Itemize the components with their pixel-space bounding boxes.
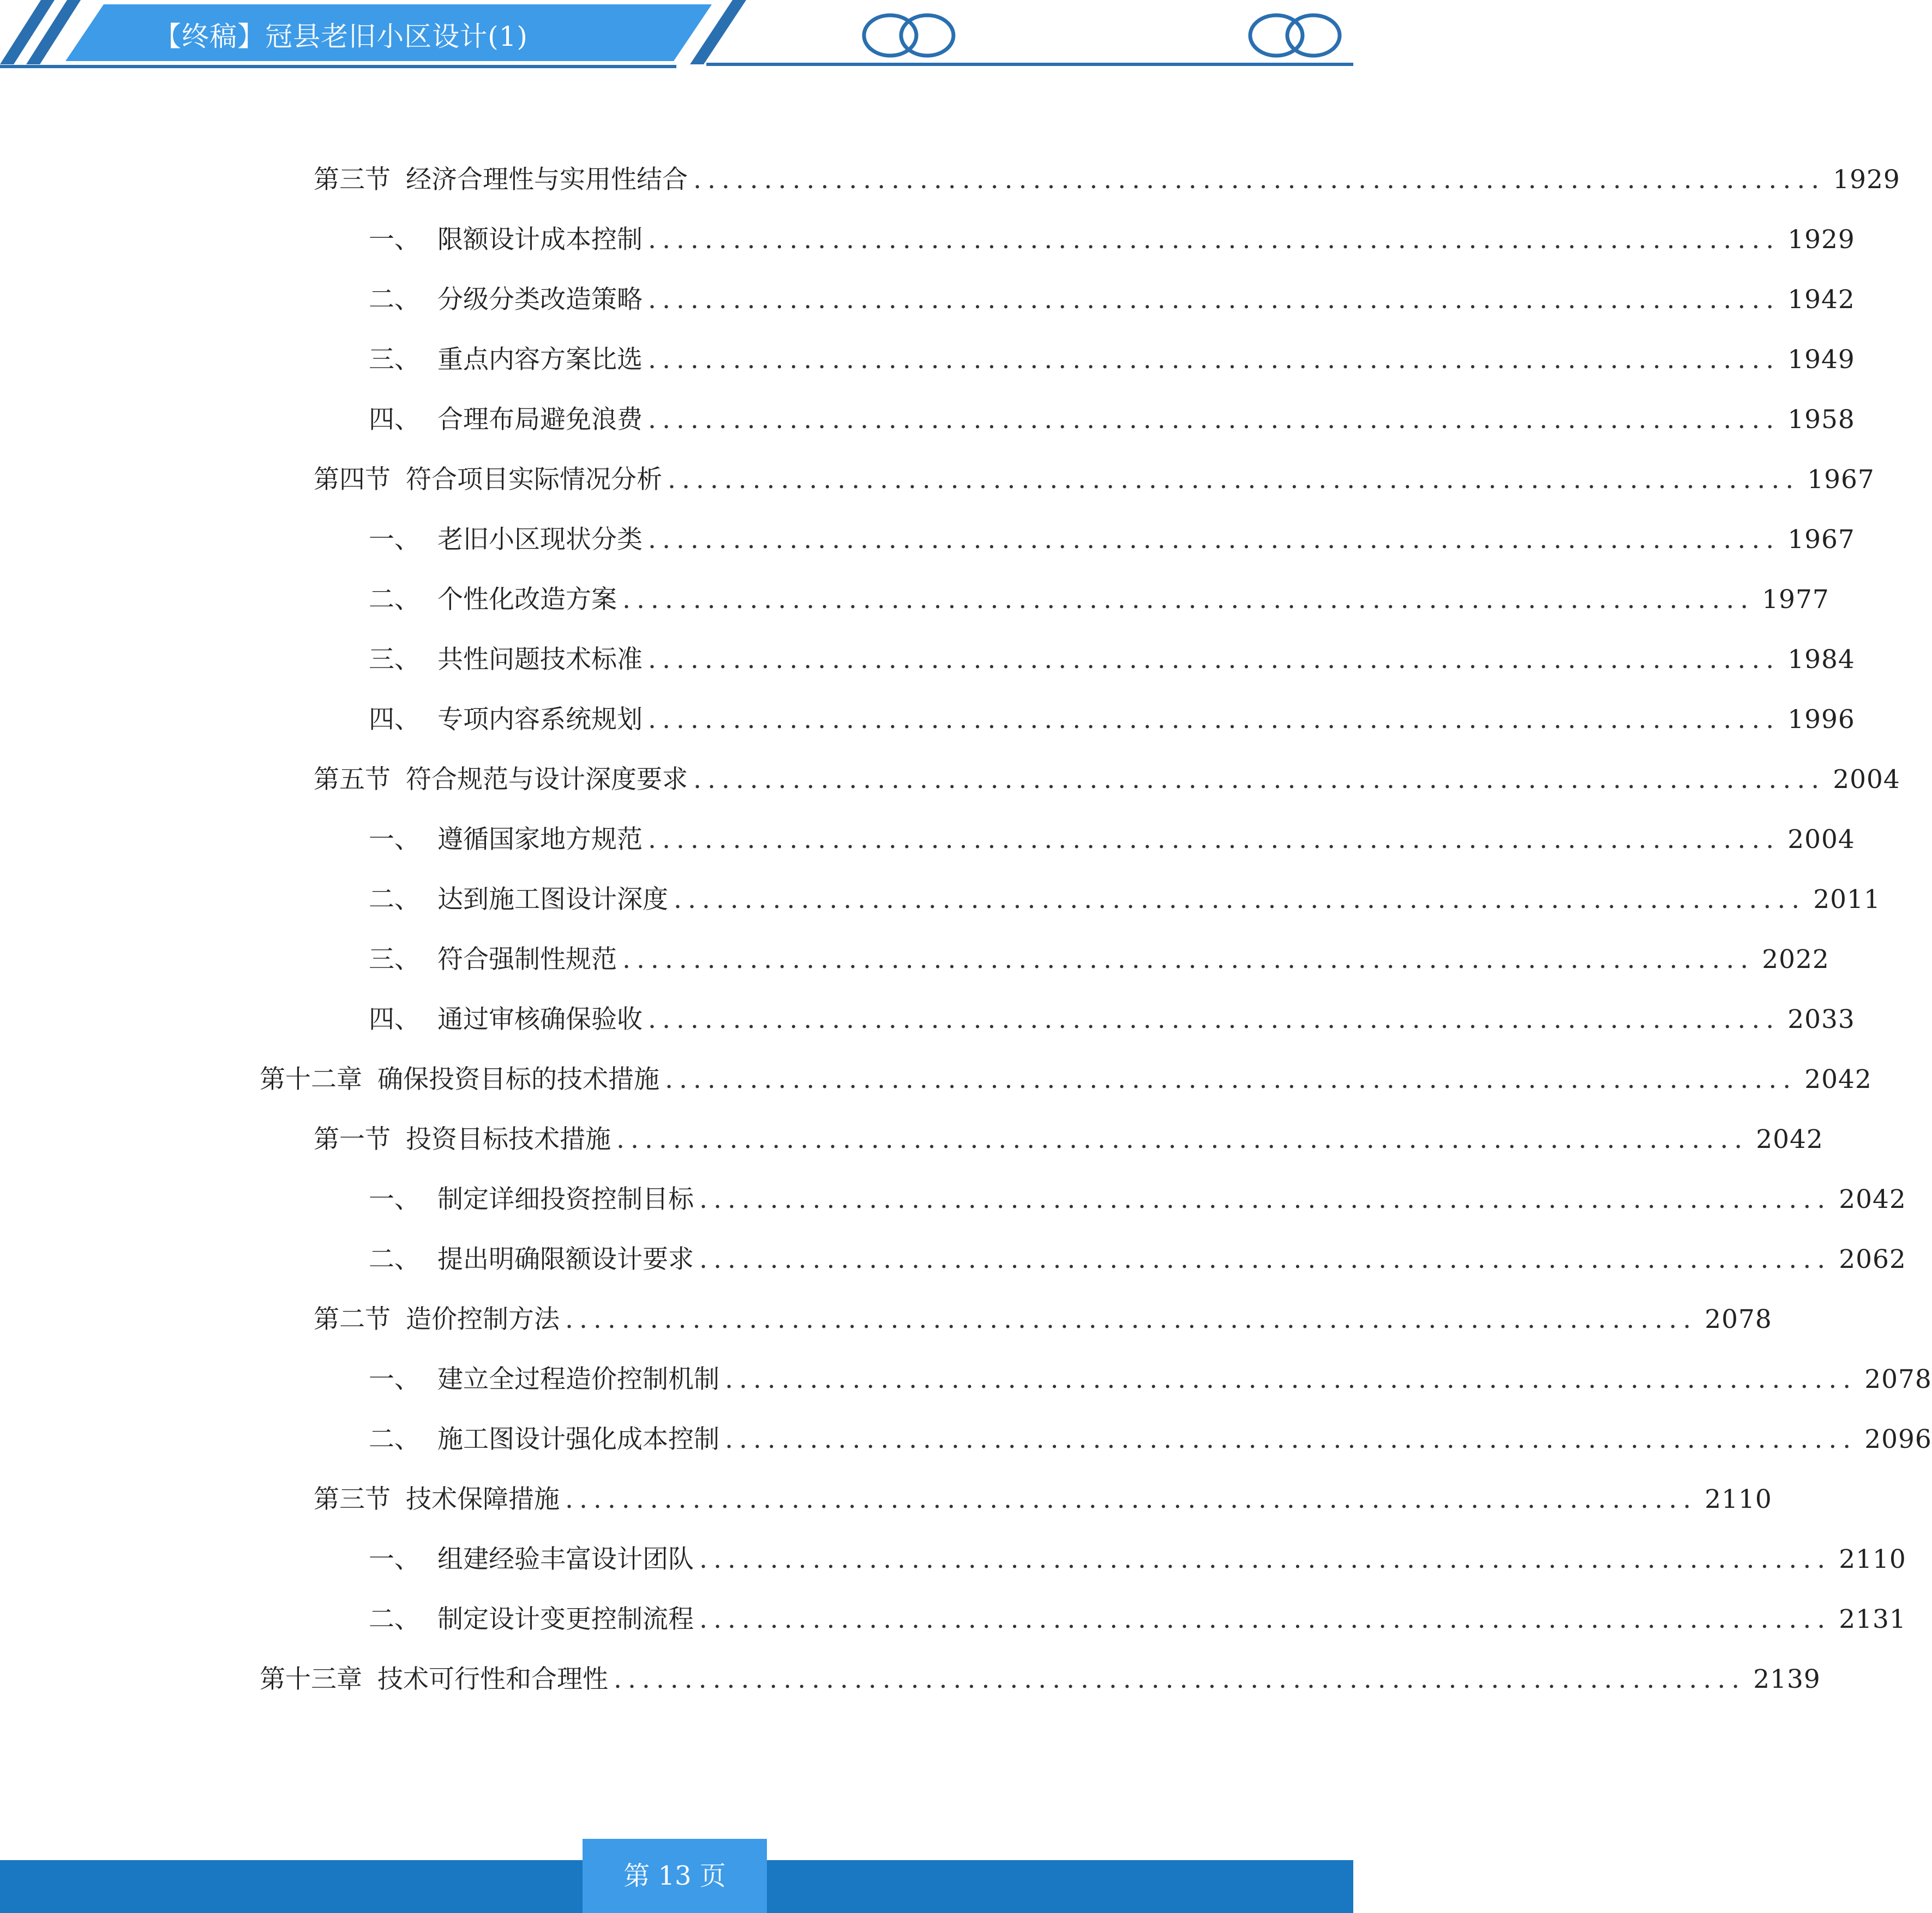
toc-entry-title: 分级分类改造策略	[437, 285, 643, 315]
toc-entry-page: 2004	[1833, 765, 1900, 795]
page-footer	[0, 1839, 1353, 1913]
toc-entry[interactable]	[369, 881, 1881, 919]
toc-entry-number: 四、	[369, 405, 420, 435]
dot-leader: ................................................................................	[674, 885, 1806, 915]
toc-entry[interactable]	[369, 401, 1855, 439]
toc-entry-title: 符合项目实际情况分析	[406, 465, 662, 495]
toc-entry[interactable]	[369, 1421, 1932, 1459]
page-number: 第 13 页	[623, 1861, 726, 1891]
toc-entry-number: 二、	[369, 1424, 420, 1454]
toc-entry-page: 2096	[1864, 1424, 1932, 1454]
toc-entry-page: 2011	[1813, 885, 1881, 915]
toc-entry-page: 2022	[1762, 945, 1829, 974]
toc-entry-page: 1977	[1762, 585, 1829, 615]
dot-leader: ................................................................................	[668, 465, 1800, 495]
dot-leader: ................................................................................	[622, 945, 1755, 974]
toc-entry-number: 第五节	[314, 765, 391, 795]
toc-entry-number: 二、	[369, 585, 420, 615]
toc-entry-page: 2078	[1705, 1304, 1772, 1334]
toc-entry-title: 制定设计变更控制流程	[437, 1604, 694, 1634]
toc-entry-page: 1984	[1787, 645, 1855, 675]
toc-entry-page: 2033	[1787, 1004, 1855, 1034]
dot-leader: ................................................................................	[648, 525, 1780, 555]
toc-entry-number: 四、	[369, 705, 420, 735]
dot-leader: ................................................................................	[648, 705, 1780, 735]
dot-leader: ................................................................................	[665, 1064, 1797, 1094]
dot-leader: ................................................................................	[614, 1664, 1746, 1694]
toc-entry-title: 重点内容方案比选	[437, 345, 643, 375]
toc-entry-page: 2110	[1705, 1484, 1772, 1514]
dot-leader: ................................................................................	[699, 1544, 1832, 1574]
toc-entry-page: 2110	[1839, 1544, 1906, 1574]
dot-leader: ................................................................................	[725, 1424, 1857, 1454]
toc-entry[interactable]	[260, 1061, 1872, 1099]
toc-entry-number: 一、	[369, 1544, 420, 1574]
toc-entry-number: 第一节	[314, 1124, 391, 1154]
toc-entry-number: 二、	[369, 885, 420, 915]
toc-entry-page: 1929	[1787, 225, 1855, 255]
toc-entry-title: 合理布局避免浪费	[437, 405, 643, 435]
dot-leader: ................................................................................	[648, 645, 1780, 675]
toc-entry[interactable]	[314, 1121, 1823, 1159]
dot-leader: ................................................................................	[693, 765, 1826, 795]
toc-entry-number: 三、	[369, 345, 420, 375]
dot-leader: ................................................................................	[699, 1184, 1832, 1214]
toc-entry[interactable]	[314, 461, 1875, 499]
toc-entry-title: 技术保障措施	[406, 1484, 560, 1514]
toc-entry-title: 限额设计成本控制	[437, 225, 643, 255]
toc-entry-title: 技术可行性和合理性	[377, 1664, 608, 1694]
toc-entry-number: 第四节	[314, 465, 391, 495]
toc-entry[interactable]	[369, 1241, 1906, 1279]
toc-entry-number: 一、	[369, 1184, 420, 1214]
toc-entry[interactable]	[369, 1541, 1906, 1579]
toc-entry-number: 第三节	[314, 165, 391, 195]
toc-entry[interactable]	[369, 521, 1855, 559]
toc-entry[interactable]	[369, 821, 1855, 859]
toc-entry-number: 二、	[369, 1604, 420, 1634]
toc-entry-title: 组建经验丰富设计团队	[437, 1544, 694, 1574]
toc-entry[interactable]	[369, 221, 1855, 259]
dot-leader: ................................................................................	[725, 1364, 1857, 1394]
toc-entry[interactable]	[369, 1001, 1855, 1039]
toc-entry-title: 造价控制方法	[406, 1304, 560, 1334]
toc-entry[interactable]	[369, 1181, 1906, 1219]
toc-entry-title: 符合规范与设计深度要求	[406, 765, 688, 795]
toc-entry-page: 1949	[1787, 345, 1855, 375]
toc-entry[interactable]	[369, 941, 1829, 979]
toc-entry-number: 一、	[369, 225, 420, 255]
toc-entry[interactable]	[369, 641, 1855, 679]
toc-entry-number: 三、	[369, 645, 420, 675]
document-title: 【终稿】冠县老旧小区设计(1)	[154, 21, 528, 52]
toc-entry-title: 专项内容系统规划	[437, 705, 643, 735]
toc-entry[interactable]	[314, 761, 1900, 799]
toc-entry-title: 提出明确限额设计要求	[437, 1244, 694, 1274]
toc-entry-number: 第十二章	[260, 1064, 362, 1094]
toc-entry[interactable]	[369, 1601, 1906, 1639]
toc-entry[interactable]	[314, 161, 1900, 199]
toc-entry-page: 2004	[1787, 825, 1855, 855]
toc-entry-page: 2139	[1753, 1664, 1821, 1694]
toc-entry-title: 共性问题技术标准	[437, 645, 643, 675]
dot-leader: ................................................................................	[699, 1244, 1832, 1274]
toc-entry-number: 第三节	[314, 1484, 391, 1514]
dot-leader: ................................................................................	[648, 1004, 1780, 1034]
dot-leader: ................................................................................	[648, 405, 1780, 435]
toc-entry[interactable]	[369, 341, 1855, 379]
toc-entry-number: 一、	[369, 525, 420, 555]
toc-entry-page: 2062	[1839, 1244, 1906, 1274]
toc-entry-title: 制定详细投资控制目标	[437, 1184, 694, 1214]
toc-entry-page: 1967	[1787, 525, 1855, 555]
toc-entry-number: 一、	[369, 1364, 420, 1394]
toc-entry-page: 2042	[1839, 1184, 1906, 1214]
toc-entry-title: 达到施工图设计深度	[437, 885, 668, 915]
toc-entry-title: 经济合理性与实用性结合	[406, 165, 688, 195]
toc-entry-title: 通过审核确保验收	[437, 1004, 643, 1034]
dot-leader: ................................................................................	[693, 165, 1826, 195]
toc-entry[interactable]	[369, 701, 1855, 739]
dot-leader: ................................................................................	[622, 585, 1755, 615]
toc-entry[interactable]	[369, 581, 1829, 619]
toc-entry-page: 1942	[1787, 285, 1855, 315]
toc-entry-title: 个性化改造方案	[437, 585, 617, 615]
toc-entry-title: 建立全过程造价控制机制	[437, 1364, 719, 1394]
toc-entry-page: 2042	[1756, 1124, 1823, 1154]
toc-entry-number: 二、	[369, 285, 420, 315]
dot-leader: ................................................................................	[648, 345, 1780, 375]
toc-entry-page: 1996	[1787, 705, 1855, 735]
toc-entry-number: 第二节	[314, 1304, 391, 1334]
toc-entry[interactable]	[369, 1361, 1932, 1399]
toc-entry-title: 符合强制性规范	[437, 945, 617, 974]
toc-entry-number: 二、	[369, 1244, 420, 1274]
toc-entry-page: 1967	[1807, 465, 1875, 495]
toc-entry-title: 遵循国家地方规范	[437, 825, 643, 855]
toc-entry[interactable]	[260, 1661, 1821, 1699]
toc-entry-number: 一、	[369, 825, 420, 855]
toc-entry-page: 2078	[1864, 1364, 1932, 1394]
toc-entry-number: 三、	[369, 945, 420, 974]
toc-entry-page: 1958	[1787, 405, 1855, 435]
dot-leader: ................................................................................	[648, 285, 1780, 315]
toc-entry-number: 四、	[369, 1004, 420, 1034]
dot-leader: ................................................................................	[565, 1304, 1697, 1334]
toc-entry-page: 2042	[1804, 1064, 1872, 1094]
toc-entry-page: 2131	[1839, 1604, 1906, 1634]
dot-leader: ................................................................................	[648, 825, 1780, 855]
toc-entry[interactable]	[314, 1481, 1772, 1519]
toc-entry[interactable]	[369, 281, 1855, 319]
dot-leader: ................................................................................	[699, 1604, 1832, 1634]
toc-entry-title: 老旧小区现状分类	[437, 525, 643, 555]
toc-entry-number: 第十三章	[260, 1664, 362, 1694]
toc-entry[interactable]	[314, 1301, 1772, 1339]
toc-entry-title: 施工图设计强化成本控制	[437, 1424, 719, 1454]
toc-entry-title: 确保投资目标的技术措施	[377, 1064, 659, 1094]
toc-entry-title: 投资目标技术措施	[406, 1124, 611, 1154]
dot-leader: ................................................................................	[648, 225, 1780, 255]
toc-entry-page: 1929	[1833, 165, 1900, 195]
dot-leader: ................................................................................	[616, 1124, 1749, 1154]
dot-leader: ................................................................................	[565, 1484, 1697, 1514]
